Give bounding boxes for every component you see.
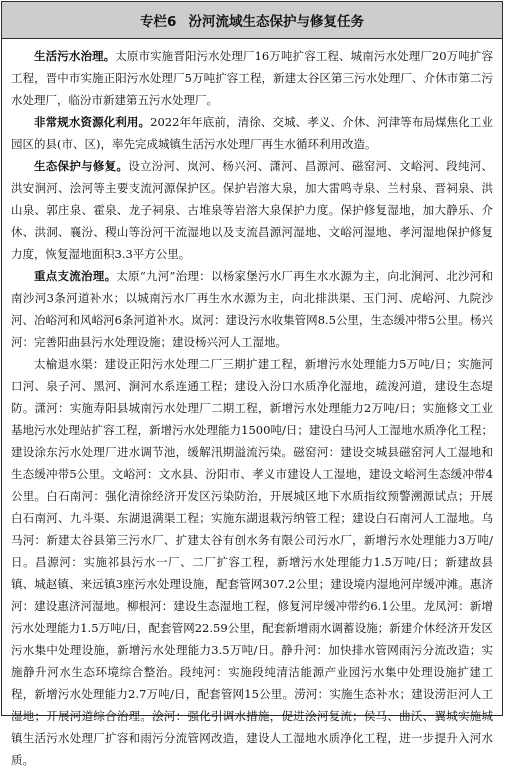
box-content [2, 39, 502, 771]
paragraph-lead: 非常规水资源化利用。 [34, 115, 151, 129]
paragraph-lead: 重点支流治理。 [34, 269, 117, 283]
column-label: 专栏6 [140, 14, 177, 30]
paragraph-lead: 生态保护与修复。 [34, 159, 129, 173]
paragraph-ecology [11, 155, 493, 265]
paragraph-sewage [11, 45, 493, 111]
box-header [2, 2, 502, 39]
paragraph-text: 太原市实施晋阳污水处理厂16万吨扩容工程、城南污水处理厂20万吨扩容工程，晋中市实施正阳污水处理厂5万吨扩容工程，新建太谷区第三污水处理厂、介休市第二污水处理厂，临汾市新建第五污水处理厂。 [11, 49, 493, 107]
paragraph-text: 2022年年底前，清徐、交城、孝义、介休、河津等布局煤焦化工业园区的县(市、区)，率先完成城镇生活污水处理厂再生水循环利用改造。 [11, 115, 494, 151]
paragraph-text: 太原“九河”治理：以杨家堡污水厂再生水水源为主，向北涧河、北沙河和南沙河3条河道补水；以城南污水厂再生水水源为主，向北排洪渠、玉门河、虎峪河、九院沙河、冶峪河和风峪河6条河道补水。岚河：建设污水收集管网8.5公里，生态缓冲带5公里。杨兴河：完善阳曲县污水处理设施；建设杨兴河人工湿地。 [11, 269, 493, 349]
paragraph-reuse [11, 111, 493, 155]
paragraph-tributaries-detail [11, 353, 493, 771]
paragraph-text: 太榆退水渠：建设正阳污水处理二厂三期扩建工程，新增污水处理能力5万吨/日；实施河口河、泉子河、黑河、涧河水系连通工程；建设入汾口水质净化湿地，疏浚河道，建设生态堤防。潇河：实施寿阳县城南污水处理厂二期工程，新增污水处理能力2万吨/日；实施修文工业基地污水处理站扩容工程，新增污水处理能力1500吨/日；建设白马河人工湿地水质净化工程；建设涂东污水处理厂进水调节池，缓解汛期溢流污染。磁窑河：建设交城县磁窑河人工湿地和生态缓冲带5公里。文峪河：文水县、汾阳市、孝义市建设人工湿地，建设文峪河生态缓冲带4公里。白石南河：强化清徐经济开发区污染防治，开展城区地下水质指纹预警溯源试点；开展白石南河、九斗渠、东湖退满渠工程；实施东湖退栽污纳管工程；建设白石南河人工湿地。乌马河：新建太谷县第三污水厂、扩建太谷有创水务有限公司污水厂，新增污水处理能力3万吨/日。昌源河：实施祁县污水一厂、二厂扩容工程，新增污水处理能力1.5万吨/日；新建故县镇、城赵镇、来远镇3座污水处理设施，配套管网307.2公里；建设境内湿地河岸缓冲滩。惠济河：建设惠济河湿地。柳根河：建设生态湿地工程，修复河岸缓冲带约6.1公里。龙凤河：新增污水处理能力1.5万吨/日，配套管网22.59公里，配套新增雨水调蓄设施；新建介休经济开发区污水集中处理设施，新增污水处理能力3.5万吨/日。静升河：加快排水管网雨污分流改造；实施静升河水生态环境综合整治。段纯河：实施段纯清洁能源产业园污水集中处理设施扩建工程，新增污水处理能力2.7万吨/日，配套管网15公里。涝河：实施生态补水；建设涝洰河人工湿地；开展河道综合治理。浍河：强化引调水措施，促进浍河复流；侯马、曲沃、翼城实施城镇生活污水处理厂扩容和雨污分流管网改造，建设人工湿地水质净化工程，进一步提升入河水质。 [11, 357, 493, 767]
paragraph-tributaries [11, 265, 493, 353]
paragraph-text: 设立汾河、岚河、杨兴河、潇河、昌源河、磁窑河、文峪河、段纯河、洪安涧河、浍河等主要支流河源保护区。保护岩溶大泉，加大雷鸣寺泉、兰村泉、晋祠泉、洪山泉、郭庄泉、霍泉、龙子祠泉、古堆泉等岩溶大泉保护力度。保护修复湿地，加大静乐、介休、洪洞、襄汾、稷山等汾河干流湿地以及支流昌源河湿地、文峪河湿地、孝河湿地保护修复力度，恢复湿地面积3.3平方公里。 [11, 159, 494, 261]
box-title: 汾河流域生态保护与修复任务 [188, 14, 364, 30]
task-box [1, 1, 503, 767]
paragraph-lead: 生活污水治理。 [34, 49, 116, 63]
